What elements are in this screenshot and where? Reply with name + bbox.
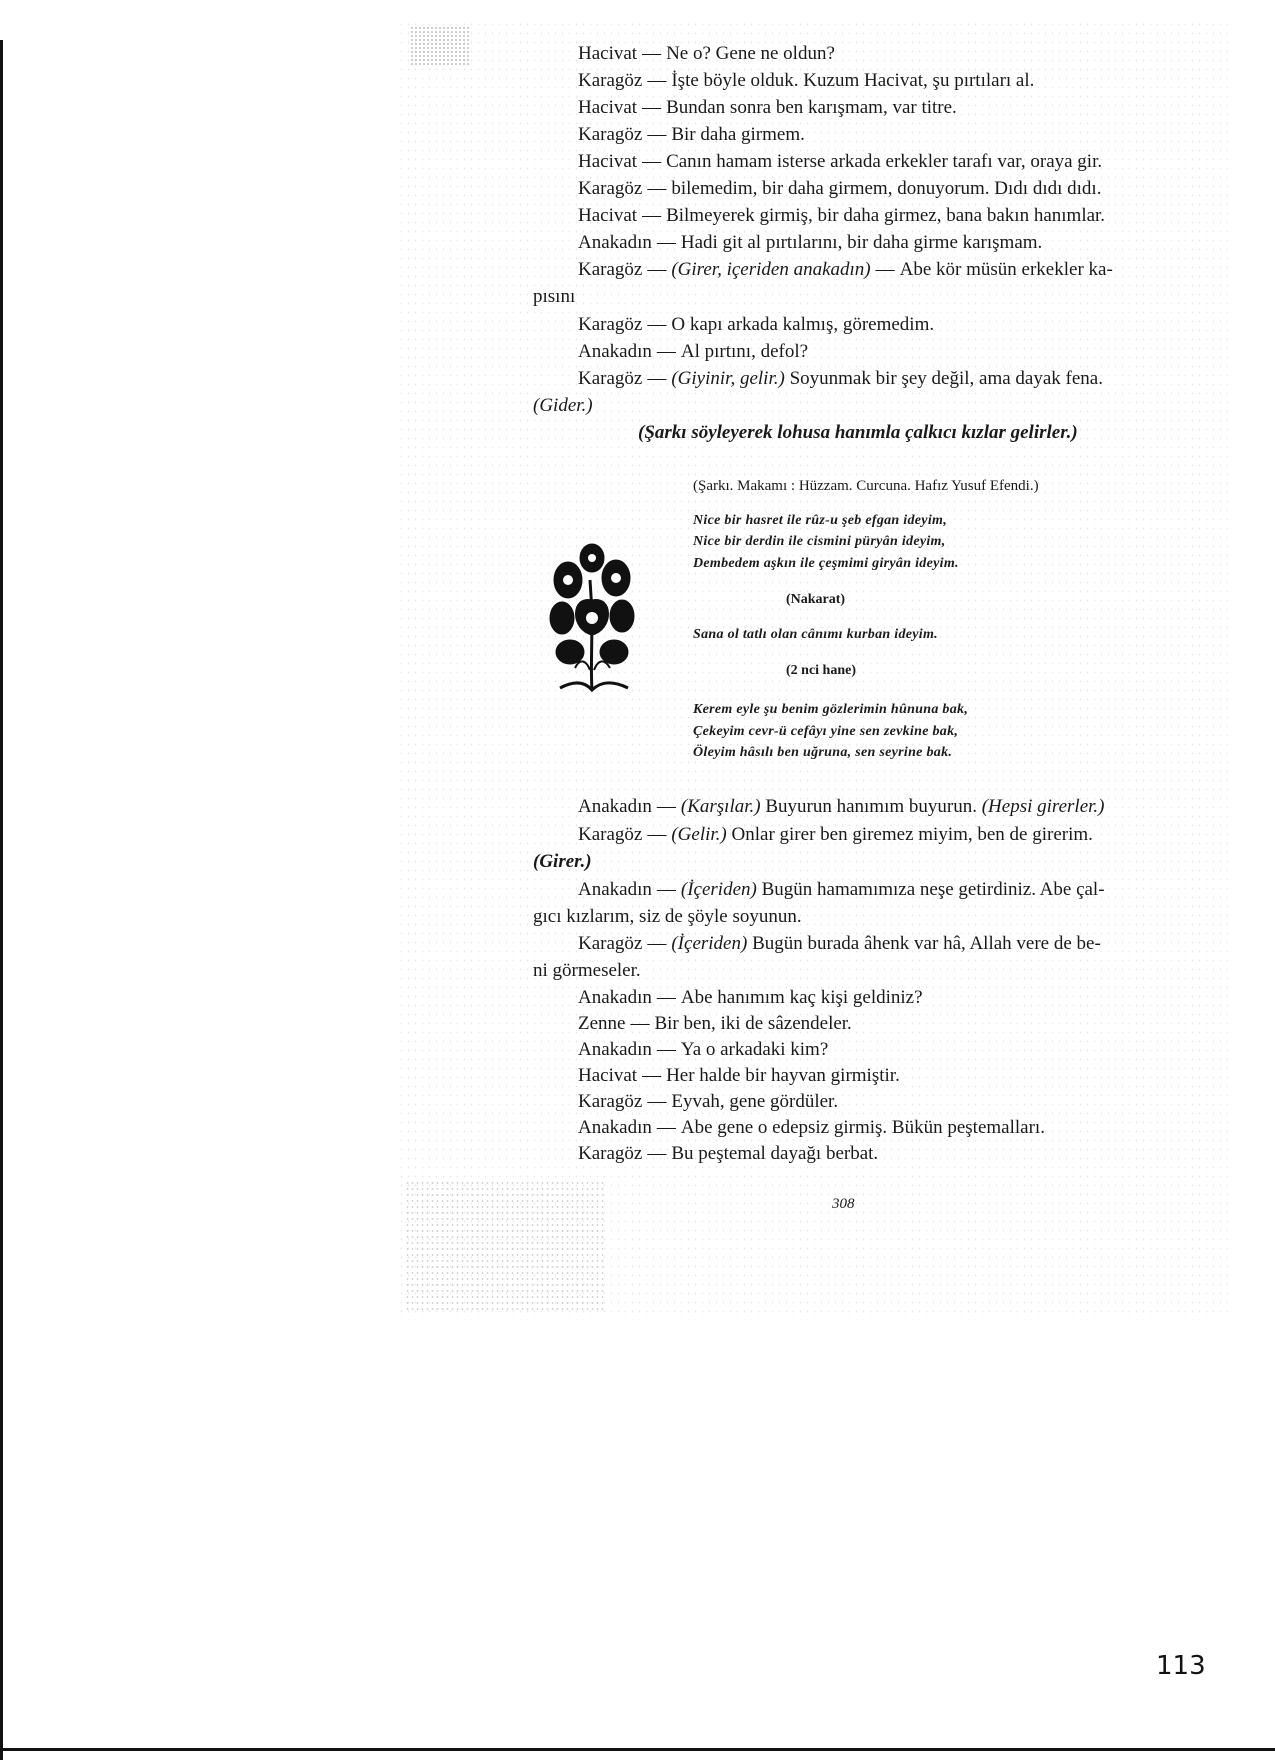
dialogue-line: Karagöz — (Giyinir, gelir.) Soyunmak bir şey değil, ama dayak fena. (578, 368, 1103, 389)
left-border-line (0, 40, 3, 1760)
nakarat-label: (Nakarat) (786, 592, 846, 607)
dialogue-line: Hacivat — Bilmeyerek girmiş, bir daha girmez, bana bakın hanımlar. (578, 205, 1106, 226)
dialogue-line: Karagöz — Eyvah, gene gördüler. (578, 1091, 839, 1112)
hane-label: (2 nci hane) (786, 663, 856, 678)
stage-direction: (Girer.) (533, 851, 592, 872)
dialogue-line: Anakadın — (İçeriden) Bugün hamamımıza neşe getirdiniz. Abe çal- (578, 879, 1105, 900)
dialogue-line: Karagöz — bilemedim, bir daha girmem, donuyorum. Dıdı dıdı dıdı. (578, 178, 1102, 199)
bottom-border-line (0, 1748, 1275, 1751)
scan-noise (410, 26, 470, 66)
dialogue-continuation: pısını (533, 286, 576, 307)
song-heading: (Şarkı. Makamı : Hüzzam. Curcuna. Hafız Yusuf Efendi.) (693, 478, 1039, 494)
verse-line: Sana ol tatlı olan cânımı kurban ideyim. (693, 627, 938, 642)
verse-line: Çekeyim cevr-ü cefâyı yine sen zevkine bak, (693, 724, 959, 739)
page-number: 308 (832, 1196, 855, 1212)
dialogue-line: Zenne — Bir ben, iki de sâzendeler. (578, 1013, 852, 1034)
dialogue-line: Anakadın — Al pırtını, defol? (578, 341, 809, 362)
dialogue-continuation: gıcı kızlarım, siz de şöyle soyunun. (533, 906, 802, 927)
verse-line: Öleyim hâsılı ben uğruna, sen seyrine bak. (693, 745, 953, 760)
dialogue-line: Anakadın — Ya o arkadaki kim? (578, 1039, 829, 1060)
stage-direction: (Gider.) (533, 395, 593, 416)
dialogue-continuation: ni görmeseler. (533, 960, 641, 981)
dialogue-line: Karagöz — (Gelir.) Onlar girer ben giremez miyim, ben de girerim. (578, 824, 1093, 845)
dialogue-line: Anakadın — Abe gene o edepsiz girmiş. Bükün peştemalları. (578, 1117, 1045, 1138)
dialogue-line: Anakadın — Hadi git al pırtılarını, bir daha girme karışmam. (578, 232, 1043, 253)
dialogue-line: Karagöz — Bu peştemal dayağı berbat. (578, 1143, 879, 1164)
dialogue-line: Hacivat — Bundan sonra ben karışmam, var titre. (578, 97, 957, 118)
stage-direction-song: (Şarkı söyleyerek lohusa hanımla çalkıcı kızlar gelirler.) (638, 422, 1078, 443)
verse-line: Kerem eyle şu benim gözlerimin hûnuna bak, (693, 702, 969, 717)
dialogue-line: Karagöz — (İçeriden) Bugün burada âhenk var hâ, Allah vere de be- (578, 933, 1101, 954)
floral-ornament-icon (540, 540, 645, 700)
verse-line: Nice bir derdin ile cismini püryân ideyim, (693, 534, 946, 549)
dialogue-line: Anakadın — Abe hanımım kaç kişi geldiniz? (578, 987, 923, 1008)
handwritten-page-number: 113 (1156, 1651, 1206, 1681)
dialogue-line: Hacivat — Ne o? Gene ne oldun? (578, 43, 835, 64)
dialogue-line: Karagöz — İşte böyle olduk. Kuzum Hacivat, şu pırtıları al. (578, 70, 1035, 91)
dialogue-line: Anakadın — (Karşılar.) Buyurun hanımım buyurun. (Hepsi girerler.) (578, 796, 1105, 817)
verse-line: Dembedem aşkın ile çeşmimi giryân ideyim. (693, 556, 959, 571)
dialogue-line: Karagöz — (Girer, içeriden anakadın) — Abe kör müsün erkekler ka- (578, 259, 1113, 280)
dialogue-line: Hacivat — Canın hamam isterse arkada erkekler tarafı var, oraya gir. (578, 151, 1103, 172)
scan-noise (405, 1180, 605, 1310)
dialogue-line: Karagöz — Bir daha girmem. (578, 124, 805, 145)
verse-line: Nice bir hasret ile rûz-u şeb efgan ideyim, (693, 513, 947, 528)
dialogue-line: Hacivat — Her halde bir hayvan girmiştir. (578, 1065, 900, 1086)
dialogue-line: Karagöz — O kapı arkada kalmış, göremedim. (578, 314, 935, 335)
